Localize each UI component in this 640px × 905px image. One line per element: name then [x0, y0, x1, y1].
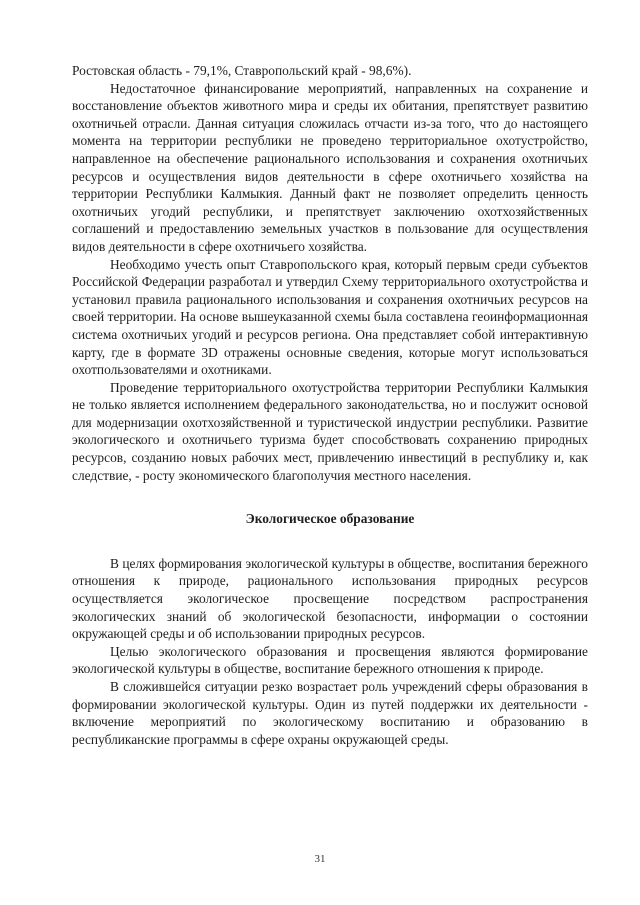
paragraph-hunting-management: Проведение территориального охотустройства территории Республики Калмыкия не только является исполнением федерального законодательства, но и послужит основой для модернизации охотхозяйственной и туристической индустрии республики. Развитие экологического и охотничьего туризма будет способствовать сохранению природных ресурсов, созданию новых рабочих мест, привлечению инвестиций в республику и, как следствие, - росту экономического благополучия местного населения.	[72, 379, 588, 483]
paragraph-stavropol-experience: Необходимо учесть опыт Ставропольского края, который первым среди субъектов Российской Федерации разработал и утвердил Схему территориального охотустройства и установил правила рационального использования и сохранения охотничьих ресурсов на своей территории. На основе вышеуказанной схемы была составлена геоинформационная система охотничьих угодий и ресурсов региона. Она представляет собой интерактивную карту, где в формате 3D отражены основные сведения, которые могут использоваться охотпользователями и охотниками.	[72, 256, 588, 378]
paragraph-eco-education-goal: Целью экологического образования и просвещения являются формирование экологической культуры в обществе, воспитание бережного отношения к природе.	[72, 643, 588, 677]
paragraph-eco-culture: В целях формирования экологической культуры в обществе, воспитания бережного отношения к природе, рационального использования природных ресурсов осуществляется экологическое просвещение посредством распространения экологических знаний об экологической безопасности, информации о состоянии окружающей среды и об использовании природных ресурсов.	[72, 555, 588, 642]
page-number: 31	[314, 853, 326, 865]
lead-line: Ростовская область - 79,1%, Ставропольский край - 98,6%).	[72, 63, 412, 78]
section-heading: Экологическое образование	[245, 511, 415, 527]
paragraph-education-institutions: В сложившейся ситуации резко возрастает роль учреждений сферы образования в формировании экологической культуры. Один из путей поддержки их деятельности - включение мероприятий по экологическому воспитанию и образованию в республиканские программы в сфере охраны окружающей среды.	[72, 679, 588, 747]
paragraph-hunting-funding: Недостаточное финансирование мероприятий, направленных на сохранение и восстановление объектов животного мира и среды их обитания, препятствует развитию охотничьей отрасли. Данная ситуация сложилась отчасти из-за того, что до настоящего момента на территории республики не проведено территориальное охотустройство, направленное на обеспечение рационального использования и сохранения охотничьих ресурсов и осуществления видов деятельности в сфере охотничьего хозяйства на территории Республики Калмыкия. Данный факт не позволяет определить ценность охотничьих угодий республики, и препятствует заключению охотхозяйственных соглашений и предоставлению земельных участков в пользование для осуществления видов деятельности в сфере охотничьего хозяйства.	[72, 80, 588, 254]
document-body	[72, 62, 588, 748]
